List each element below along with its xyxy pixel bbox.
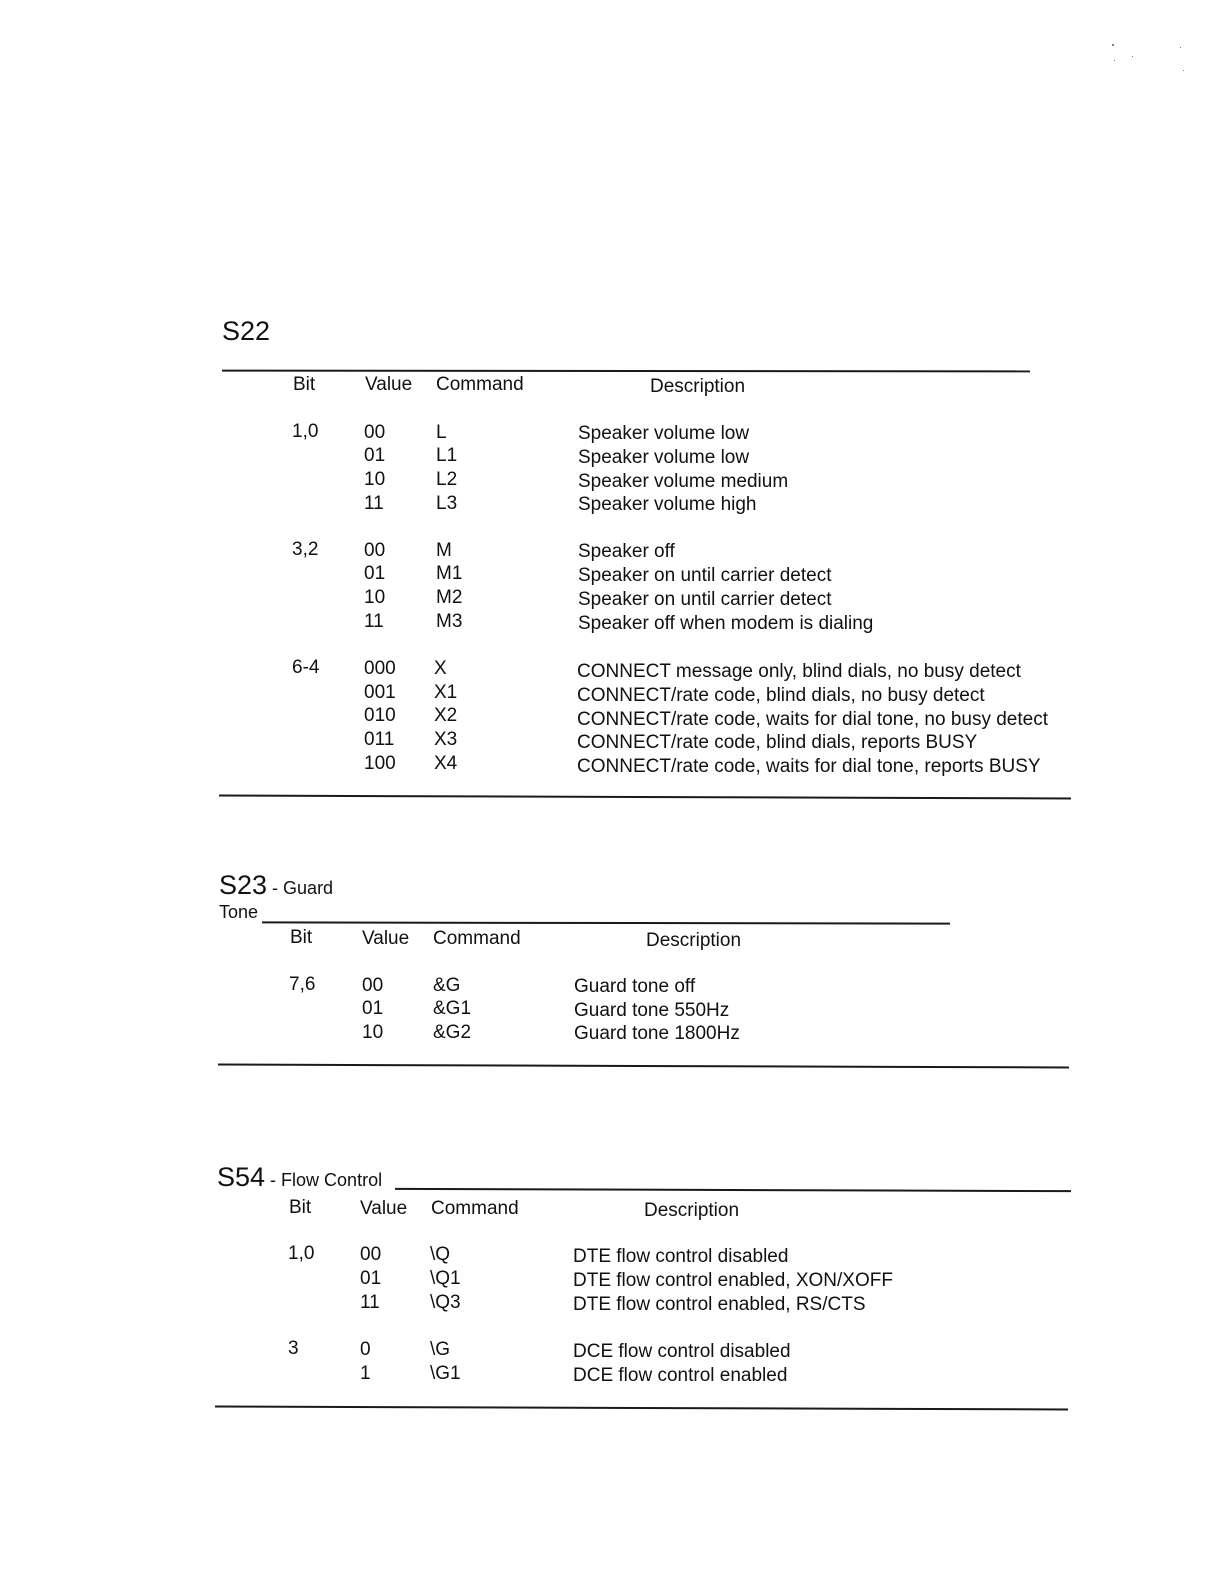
header-command: Command [436,374,524,395]
description-cell: DTE flow control disabled [573,1246,789,1267]
value-cell: 010 [364,705,396,726]
description-cell: CONNECT/rate code, waits for dial tone, reports BUSY [577,756,1041,777]
command-cell: \G [430,1339,451,1360]
value-cell: 01 [364,445,386,466]
header-description: Description [646,930,742,951]
scan-speck [1112,44,1114,46]
bottom-rule [215,1406,1068,1411]
command-cell: &G2 [433,1022,472,1043]
description-cell: Speaker off [578,541,675,562]
value-cell: 00 [360,1244,382,1265]
command-cell: \Q [430,1244,451,1265]
value-cell: 10 [364,587,386,608]
description-cell: Speaker on until carrier detect [578,589,832,610]
command-cell: &G [433,975,461,996]
value-cell: 100 [364,753,396,774]
bottom-rule [218,1064,1069,1069]
description-cell: DTE flow control enabled, RS/CTS [573,1294,866,1315]
register-subtitle: - Flow Control [265,1170,383,1190]
command-cell: L1 [436,445,458,466]
description-cell: DCE flow control disabled [573,1341,791,1362]
command-cell: X [434,658,447,679]
top-rule [262,921,950,924]
header-command: Command [431,1198,519,1219]
value-cell: 000 [364,658,396,679]
header-command: Command [433,928,521,949]
value-cell: 10 [362,1022,384,1043]
header-description: Description [650,376,746,397]
register-subtitle-continued: Tone [219,902,259,922]
description-cell: CONNECT message only, blind dials, no busy detect [577,661,1021,682]
description-cell: Speaker volume low [578,447,750,468]
description-cell: Guard tone 1800Hz [574,1023,740,1044]
value-cell: 11 [360,1292,380,1313]
register-subtitle: - Guard [267,878,334,898]
command-cell: L2 [436,469,458,490]
command-cell: \G1 [430,1363,461,1384]
description-cell: Speaker volume low [578,423,750,444]
command-cell: X3 [434,729,458,750]
value-cell: 011 [364,729,395,750]
description-cell: CONNECT/rate code, blind dials, reports BUSY [577,732,978,753]
header-bit: Bit [290,927,313,948]
bit-cell: 6-4 [292,657,320,678]
register-name: S23 [219,870,268,900]
value-cell: 00 [362,975,384,996]
bit-cell: 3 [288,1338,299,1359]
description-cell: Guard tone off [574,976,696,997]
command-cell: X4 [434,753,458,774]
command-cell: &G1 [433,998,472,1019]
bit-cell: 1,0 [292,421,319,442]
section-subtitle-line2 [219,903,258,922]
header-description: Description [644,1200,740,1221]
top-rule [222,370,1030,373]
description-cell: Speaker volume high [578,494,757,515]
value-cell: 10 [364,469,386,490]
value-cell: 01 [360,1268,382,1289]
section-title-s22 [222,318,270,345]
description-cell: Speaker on until carrier detect [578,565,832,586]
header-value: Value [365,374,413,395]
value-cell: 01 [364,563,386,584]
section-title-s23 [219,872,333,899]
description-cell: CONNECT/rate code, blind dials, no busy detect [577,685,985,706]
scan-speck [1183,70,1184,71]
command-cell: \Q1 [430,1268,461,1289]
value-cell: 1 [360,1363,371,1384]
command-cell: X2 [434,705,458,726]
value-cell: 11 [364,493,384,514]
header-value: Value [360,1198,408,1219]
command-cell: M1 [436,563,463,584]
value-cell: 00 [364,540,386,561]
value-cell: 0 [360,1339,371,1360]
description-cell: DCE flow control enabled [573,1365,788,1386]
bit-cell: 7,6 [289,974,316,995]
register-name: S54 [217,1162,266,1192]
scan-speck [1114,60,1115,61]
bit-cell: 3,2 [292,539,319,560]
section-title-s54 [217,1164,382,1191]
value-cell: 01 [362,998,384,1019]
header-value: Value [362,928,410,949]
command-cell: M [436,540,452,561]
value-cell: 00 [364,422,386,443]
command-cell: X1 [434,682,458,703]
header-bit: Bit [289,1197,312,1218]
description-cell: Speaker volume medium [578,471,789,492]
scan-speck [1132,56,1133,57]
description-cell: Speaker off when modem is dialing [578,613,874,634]
top-rule [395,1188,1071,1192]
value-cell: 11 [364,611,384,632]
bit-cell: 1,0 [288,1243,315,1264]
register-name: S22 [222,316,271,346]
description-cell: CONNECT/rate code, waits for dial tone, no busy detect [577,709,1048,730]
scan-speck [1180,47,1181,48]
command-cell: \Q3 [430,1292,461,1313]
description-cell: Guard tone 550Hz [574,1000,730,1021]
command-cell: M2 [436,587,463,608]
header-bit: Bit [293,374,316,395]
command-cell: M3 [436,611,463,632]
command-cell: L [436,422,447,443]
description-cell: DTE flow control enabled, XON/XOFF [573,1270,893,1291]
value-cell: 001 [364,682,396,703]
command-cell: L3 [436,493,458,514]
bottom-rule [219,795,1071,800]
